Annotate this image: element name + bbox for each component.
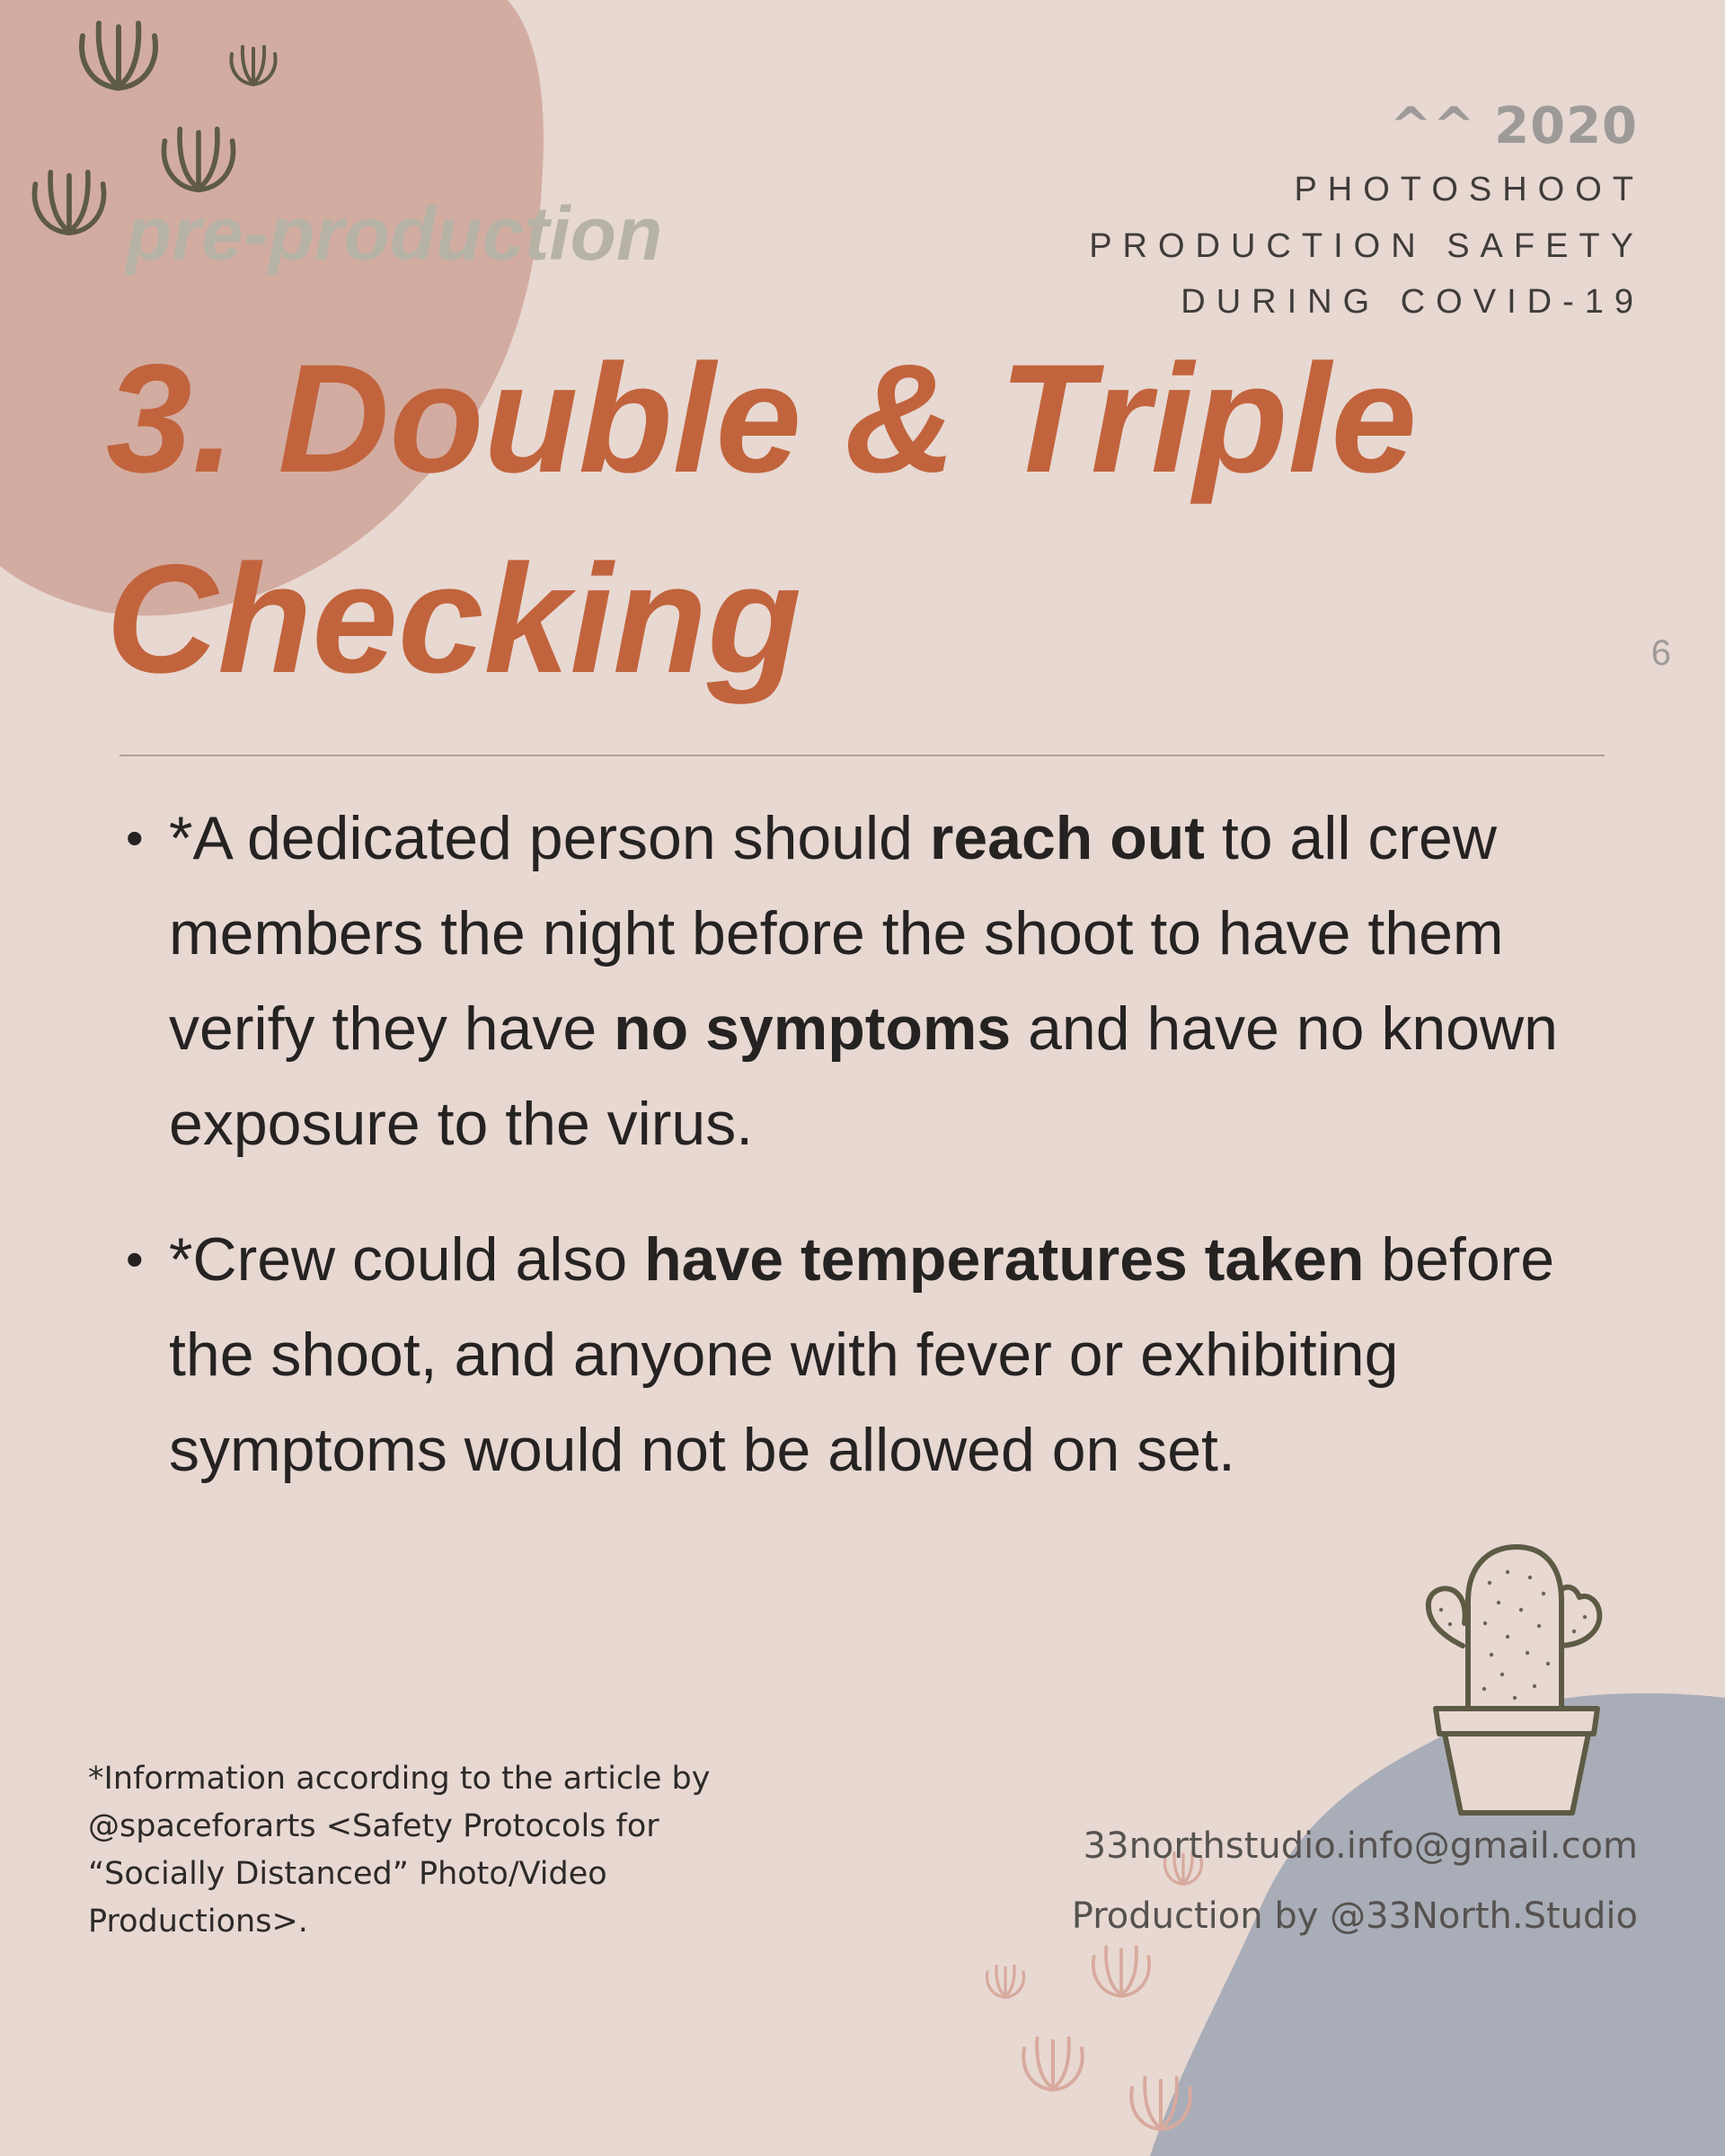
- grass-sprout-icon: [1017, 2032, 1089, 2097]
- bullet-text: before the shoot, and anyone with fever or exhibiting symptoms would not be allowed on set.: [169, 1225, 1555, 1484]
- grass-sprout-icon: [156, 124, 241, 196]
- bullet-emphasis: reach out: [929, 804, 1205, 872]
- header-line-covid: DURING COVID-19: [1181, 283, 1644, 321]
- bullet-list: [126, 791, 1563, 1538]
- title-divider: [119, 755, 1605, 756]
- grass-sprout-icon: [1125, 2072, 1197, 2136]
- year-label: ^^ 2020: [1389, 97, 1638, 155]
- bullet-text: to all crew members the night before the shoot to have them verify they have: [169, 804, 1504, 1063]
- grass-sprout-icon: [983, 1962, 1028, 2001]
- header-line-production-safety: PRODUCTION SAFETY: [1089, 227, 1644, 265]
- page-title-line-1: 3. Double & Triple: [106, 332, 1418, 505]
- bullet-dot: •: [126, 809, 144, 866]
- page-title-line-2: Checking: [106, 533, 802, 705]
- bullet-emphasis: no symptoms: [614, 994, 1012, 1063]
- footnote: *Information according to the article by @spaceforarts <Safety Protocols for “Socially Distanced” Photo/Video Productions>.: [88, 1761, 711, 1940]
- bullet-text: and have no known exposure to the virus.: [169, 994, 1558, 1158]
- page-number: 6: [1650, 633, 1671, 673]
- production-credit: Production by @33North.Studio: [1071, 1895, 1638, 1937]
- bullet-item: [126, 791, 1563, 1171]
- bullet-emphasis: have temperatures taken: [644, 1225, 1365, 1294]
- bullet-text: *Crew could also: [169, 1225, 645, 1294]
- grass-sprout-icon: [226, 43, 280, 88]
- grass-sprout-icon: [27, 167, 111, 239]
- section-label: pre-production: [126, 191, 663, 276]
- bullet-dot: •: [126, 1231, 144, 1287]
- grass-sprout-icon: [1087, 1940, 1155, 2003]
- contact-email: 33northstudio.info@gmail.com: [1083, 1825, 1638, 1867]
- cactus-pot-icon: [1409, 1538, 1624, 1822]
- bullet-item: [126, 1212, 1563, 1498]
- header-line-photoshoot: PHOTOSHOOT: [1294, 171, 1644, 208]
- bullet-text: *A dedicated person should: [169, 804, 930, 872]
- grass-sprout-icon: [74, 18, 164, 94]
